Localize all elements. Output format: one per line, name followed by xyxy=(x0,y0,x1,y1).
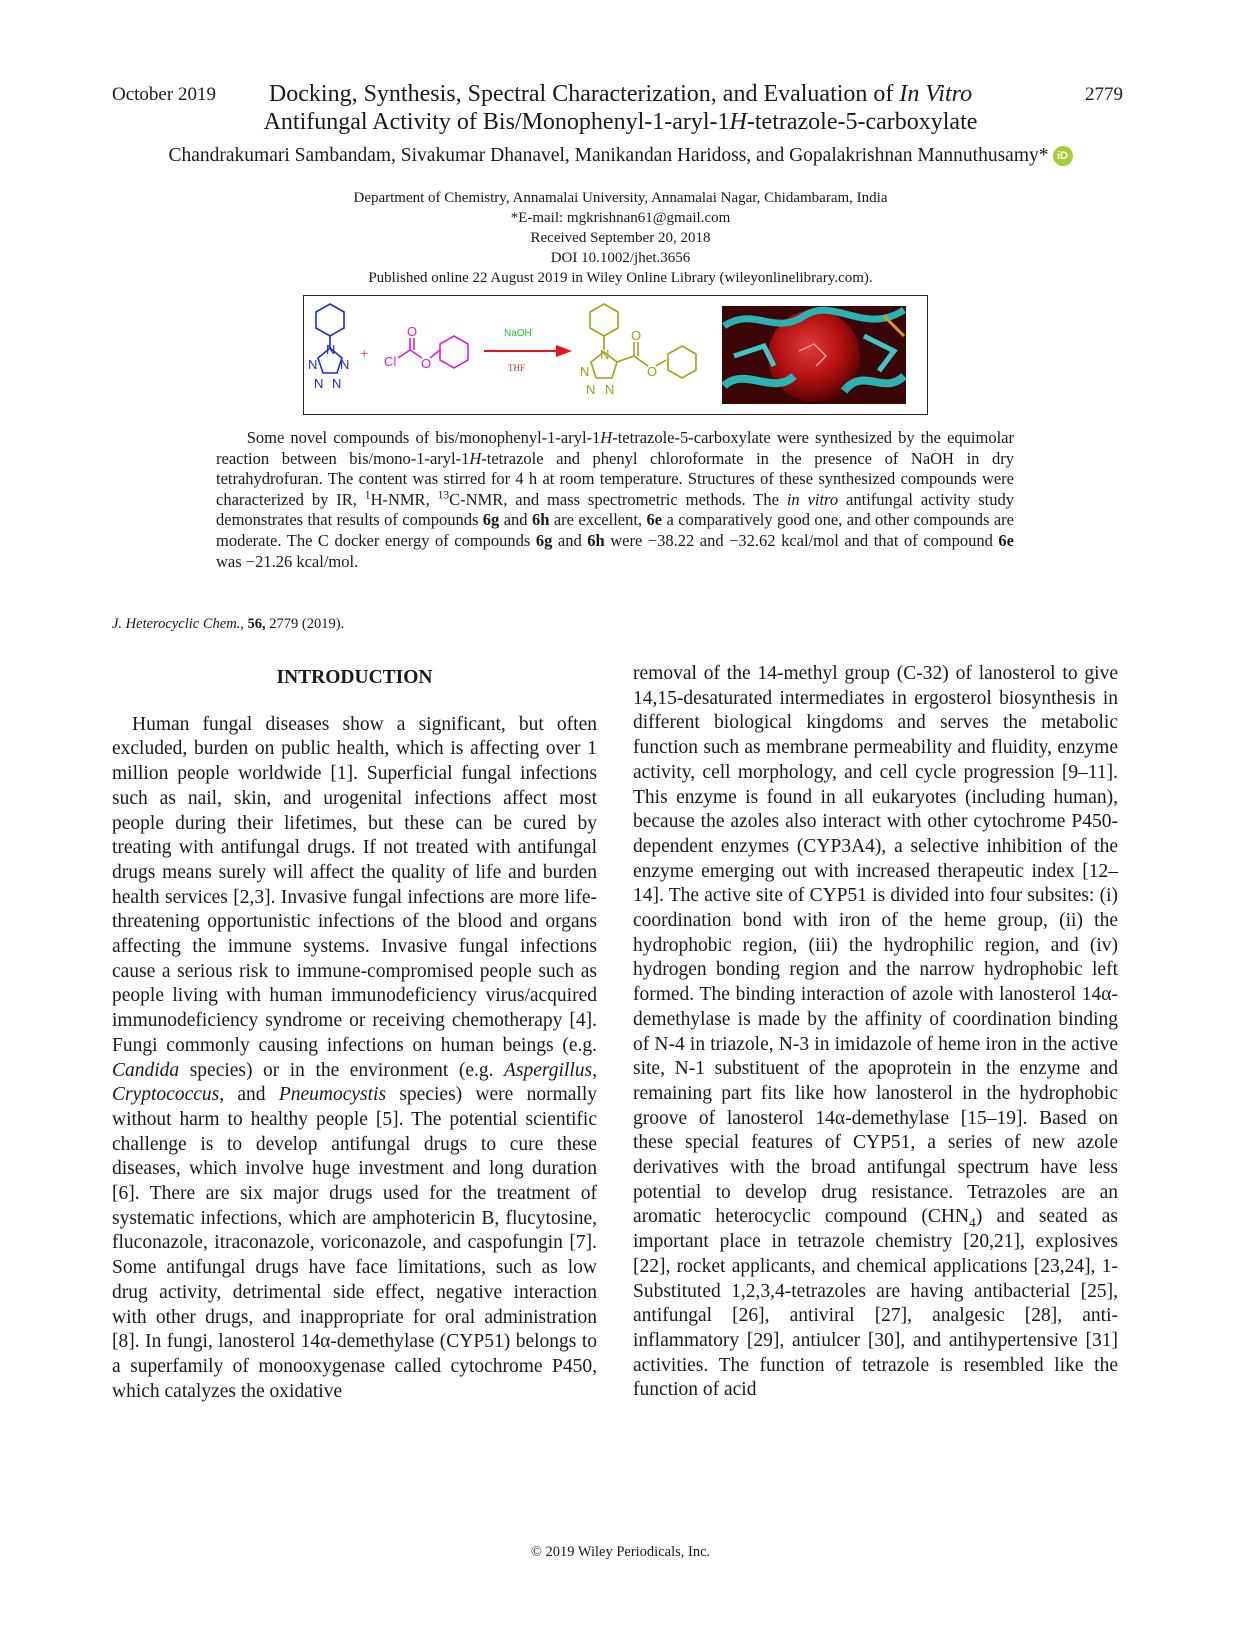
n-label: N xyxy=(332,376,342,391)
affiliation-block xyxy=(200,188,1041,288)
cl-label: Cl xyxy=(384,354,397,369)
body-text: Human fungal diseases show a significant, but often excluded, burden on public health, which is affecting over 1 million people worldwide [1]. Superficial fungal infections such as nail, skin, and urogenital infections affect most people during their lifetimes, but these can be cured by treating with antifungal drugs. If not treated with antifungal drugs means surely will affect the quality of life and burden health services [2,3]. Invasive fungal infections are more life-threatening opportunistic infections of the blood and organs affecting the immune systems. Invasive fungal infections cause a serious risk to immune-compromised people such as people living with human immunodeficiency virus/acquired immunodeficiency syndrome or receiving chemotherapy [4]. Fungi commonly causing infections on human beings (e.g. xyxy=(112,713,597,1056)
abstract-text: were −38.22 and −32.62 kcal/mol and that of compound xyxy=(604,530,999,550)
o-label: O xyxy=(647,364,658,379)
o-label: O xyxy=(421,356,432,371)
compound-label: 6e xyxy=(998,530,1014,550)
abstract-text: a comparatively good one, and other compounds are moderate. The C docker energy of compounds xyxy=(216,510,1014,550)
journal-volume: 56, xyxy=(247,616,266,632)
body-text: , and xyxy=(219,1084,279,1106)
author-list xyxy=(100,145,1141,167)
abstract-text: Some novel compounds of bis/monophenyl-1-aryl-1 xyxy=(246,428,601,447)
section-heading-introduction: INTRODUCTION xyxy=(276,667,433,688)
right-column xyxy=(633,662,1118,1403)
superscript: 13 xyxy=(437,489,450,502)
body-text: removal of the 14-methyl group (C-32) of lanosterol to give 14,15-desaturated intermediates in ergosterol biosynthesis in different biological kingdoms and serves the metabolic function such as membrane permeability and fluidity, enzyme activity, cell morphology, and cell cycle progression [9–11]. This enzyme is found in all eukaryotes (including human), because the azoles also interact with other cytochrome P450-dependent enzymes (CYP3A4), a selective inhibition of the enzyme emerging out with increased therapeutic index [12–14]. The active site of CYP51 is divided into four subsites: (i) coordination bond with iron of the heme group, (ii) the hydrophobic region, (iii) the hydrophilic region, and (iv) hydrogen bonding region and the narrow hydrophobic left formed. The binding interaction of azole with lanosterol 14α-demethylase is made by the affinity of coordination binding of N-4 in triazole, N-3 in imidazole of heme iron in the active site, N-1 substituent of the apoprotein in the enzyme and remaining part fits like how lanosterol in the hydrophobic groove of lanosterol 14α-demethylase [15–19]. Based on these special features of CYP51, a series of new azole derivatives with the broad antifungal spectrum have less potential to develop drug resistance. Tetrazoles are an aromatic heterocyclic compound (CHN xyxy=(633,663,1118,1228)
abstract-text: H-NMR, xyxy=(370,489,438,509)
left-column xyxy=(112,662,597,1404)
journal-name: J. Heterocyclic Chem. xyxy=(112,616,241,632)
product-tetrazole-carboxylate xyxy=(590,304,696,378)
abstract-text: antifungal activity study demonstrates that results of compounds xyxy=(216,489,1014,530)
docking-image xyxy=(722,306,906,404)
abstract-italic: H xyxy=(600,428,613,447)
n-label: N xyxy=(605,382,615,397)
copyright-footer: © 2019 Wiley Periodicals, Inc. xyxy=(530,1544,711,1560)
body-text: species) or in the environment (e.g. xyxy=(179,1059,504,1081)
plus-sign: + xyxy=(360,346,369,362)
title-line2: Antifungal Activity of Bis/Monophenyl-1-aryl-1 xyxy=(263,109,730,135)
compound-label: 6g xyxy=(535,530,553,550)
arrow-head xyxy=(556,345,572,357)
species-name: Pneumocystis xyxy=(278,1084,387,1106)
abstract-text: -tetrazole and phenyl chloroformate in the presence of NaOH in dry tetrahydrofuran. The content was stirred for 4 h at room temperature. Structures of these synthesized compounds were characterized by IR, xyxy=(216,448,1014,509)
reagent-naoh: NaOH xyxy=(504,328,532,339)
journal-date: October 2019 xyxy=(112,84,216,105)
n-label: N xyxy=(326,342,336,357)
department: Department of Chemistry, Annamalai University, Annamalai Nagar, Chidambaram, India xyxy=(353,190,888,206)
abstract-text: and xyxy=(499,510,532,530)
article-title xyxy=(200,80,1041,136)
abstract-italic: H xyxy=(469,448,482,468)
body-text: , xyxy=(592,1059,597,1081)
intro-paragraph-1 xyxy=(112,713,597,1405)
compound-label: 6h xyxy=(531,510,550,530)
compound-label: 6h xyxy=(587,530,605,550)
abstract-text: are excellent, xyxy=(549,510,647,530)
intro-paragraph-1-continued xyxy=(633,662,1118,1403)
abstract-italic: in vitro xyxy=(786,489,839,509)
abstract xyxy=(216,428,1014,572)
received-date: Received September 20, 2018 xyxy=(530,230,711,246)
abstract-text: C-NMR, and mass spectrometric methods. The xyxy=(449,489,787,509)
doi[interactable]: DOI 10.1002/jhet.3656 xyxy=(550,250,691,266)
n-label: N xyxy=(586,382,596,397)
n-label: N xyxy=(308,357,318,372)
reactant-phenyl-chloroformate xyxy=(398,336,468,368)
email[interactable]: *E-mail: mgkrishnan61@gmail.com xyxy=(510,210,731,226)
reaction-scheme xyxy=(304,296,927,414)
abstract-text: -tetrazole-5-carboxylate were synthesized by the equimolar reaction between bis/mono-1-aryl-1 xyxy=(216,428,1014,468)
body-text: species) were normally without harm to healthy people [5]. The potential scientific challenge is to develop antifungal drugs to cure these diseases, which involve huge investment and long duration [6]. There are six major drugs used for the treatment of systematic infections, which are amphotericin B, flucytosine, fluconazole, itraconazole, voriconazole, and caspofungin [7]. Some antifungal drugs have face limitations, such as low drug activity, detrimental side effect, negative interaction with other drugs, and inappropriate for oral administration [8]. In fungi, lanosterol 14α-demethylase (CYP51) belongs to a superfamily of monooxygenase called cytochrome P450, which catalyzes the oxidative xyxy=(112,1084,597,1402)
title-line2-end: -tetrazole-5-carboxylate xyxy=(746,109,978,135)
compound-label: 6e xyxy=(646,510,663,530)
title-italic-h: H xyxy=(729,109,747,135)
species-name: Candida xyxy=(112,1059,180,1081)
authors-text: Chandrakumari Sambandam, Sivakumar Dhanavel, Manikandan Haridoss, and Gopalakrishnan Mannuthusamy* xyxy=(168,145,1049,166)
published-online: Published online 22 August 2019 in Wiley Online Library (wileyonlinelibrary.com). xyxy=(368,270,873,286)
n-label: N xyxy=(314,376,324,391)
citation-pages: 2779 (2019). xyxy=(265,616,345,632)
n-label: N xyxy=(600,347,610,362)
journal-citation xyxy=(112,616,344,633)
species-name: Cryptococcus xyxy=(112,1084,220,1106)
compound-label: 6g xyxy=(482,510,500,530)
abstract-text: and xyxy=(552,530,588,550)
title-line1: Docking, Synthesis, Spectral Characterization, and Evaluation of xyxy=(268,81,900,107)
n-label: N xyxy=(340,357,350,372)
species-name: Aspergillus xyxy=(504,1059,593,1081)
n-label: N xyxy=(580,364,590,379)
graphical-abstract xyxy=(303,295,928,415)
page-number: 2779 xyxy=(1085,84,1123,105)
o-label: O xyxy=(631,328,642,343)
body-text: ) and seated as important place in tetrazole chemistry [20,21], explosives [22], rocket applicants, and chemical applications [23,24], 1-Substituted 1,2,3,4-tetrazoles are having antibacterial [25], antifungal [26], antiviral [27], analgesic [28], anti-inflammatory [29], antiulcer [30], and antihypertensive [31] activities. The function of tetrazole is resembled like the function of acid xyxy=(633,1206,1118,1401)
reagent-thf: THF xyxy=(508,363,526,373)
superscript: 1 xyxy=(364,489,371,502)
o-label: O xyxy=(407,324,418,339)
subscript: 4 xyxy=(969,1215,976,1231)
citation-sep: , xyxy=(240,616,248,632)
title-italic-in-vitro: In Vitro xyxy=(899,81,973,107)
abstract-text: was −21.26 kcal/mol. xyxy=(216,551,359,571)
orcid-icon[interactable]: iD xyxy=(1053,146,1073,166)
